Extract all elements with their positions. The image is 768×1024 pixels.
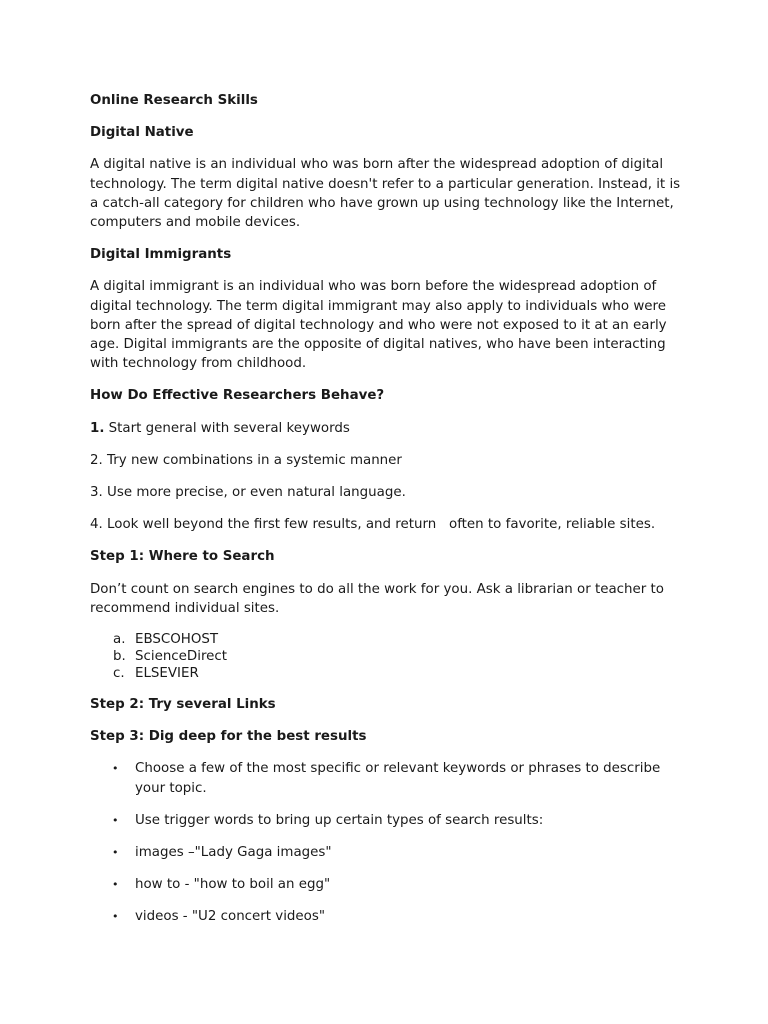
behave-item-text: Use more precise, or even natural language. xyxy=(107,485,406,501)
digital-native-heading: Digital Native xyxy=(90,125,194,141)
digital-immigrants-paragraph: A digital immigrant is an individual who was born before the widespread adoption of digital technology. The term digital immigrant may also apply to individuals who were born after the spread of digital technology and who were not exposed to it at an early age. Digital immigrants are the opposite of digital natives, who have been interacting with technology from childhood. xyxy=(90,279,667,372)
list-item xyxy=(90,875,690,894)
list-item xyxy=(90,648,690,665)
list-marker: a. xyxy=(113,632,126,648)
list-item-text: Choose a few of the most specific or relevant keywords or phrases to describe your topic. xyxy=(135,761,661,796)
list-marker: b. xyxy=(113,649,126,665)
bullet-icon: • xyxy=(112,846,119,860)
search-sites-list xyxy=(90,631,690,682)
bullet-icon: • xyxy=(112,910,119,924)
step1-paragraph: Don’t count on search engines to do all the work for you. Ask a librarian or teacher to recommend individual sites. xyxy=(90,581,664,616)
list-item xyxy=(90,665,690,682)
list-item-text: ScienceDirect xyxy=(135,649,228,665)
list-item xyxy=(90,631,690,648)
list-item xyxy=(90,843,690,862)
list-item-text: how to - "how to boil an egg" xyxy=(135,877,331,893)
behave-item-number: 4. xyxy=(90,517,103,533)
list-item-text: ELSEVIER xyxy=(135,666,199,682)
list-item-text: videos - "U2 concert videos" xyxy=(135,909,325,925)
behave-item xyxy=(90,483,690,502)
behave-item-text: Try new combinations in a systemic manner xyxy=(107,452,402,468)
behave-item-number: 3. xyxy=(90,485,103,501)
behave-item-text: Start general with several keywords xyxy=(108,420,350,436)
list-item xyxy=(90,907,690,926)
researchers-behave-heading: How Do Effective Researchers Behave? xyxy=(90,388,385,404)
tips-list xyxy=(90,759,690,926)
behave-item xyxy=(90,515,690,534)
document-page xyxy=(90,91,690,940)
list-item-text: EBSCOHOST xyxy=(135,632,219,648)
bullet-icon: • xyxy=(112,762,119,776)
behave-item-text: Look well beyond the first few results, and return often to favorite, reliable sites. xyxy=(107,517,656,533)
behave-item-number: 2. xyxy=(90,452,103,468)
list-item-text: Use trigger words to bring up certain types of search results: xyxy=(135,812,544,828)
document-title: Online Research Skills xyxy=(90,93,258,108)
list-item xyxy=(90,759,690,797)
bullet-icon: • xyxy=(112,878,119,892)
digital-native-paragraph: A digital native is an individual who was born after the widespread adoption of digital technology. The term digital native doesn't refer to a particular generation. Instead, it is a catch-all category for children who have grown up using technology like the Internet, computers and mobile devices. xyxy=(90,157,681,231)
step1-heading: Step 1: Where to Search xyxy=(90,549,275,565)
list-item-text: images –"Lady Gaga images" xyxy=(135,845,332,861)
list-item xyxy=(90,811,690,830)
behave-item xyxy=(90,419,690,438)
bullet-icon: • xyxy=(112,813,119,827)
step3-heading: Step 3: Dig deep for the best results xyxy=(90,729,367,745)
list-marker: c. xyxy=(113,666,125,682)
behave-item-number: 1. xyxy=(90,420,105,436)
digital-immigrants-heading: Digital Immigrants xyxy=(90,247,232,263)
behave-item xyxy=(90,451,690,470)
step2-heading: Step 2: Try several Links xyxy=(90,697,276,713)
